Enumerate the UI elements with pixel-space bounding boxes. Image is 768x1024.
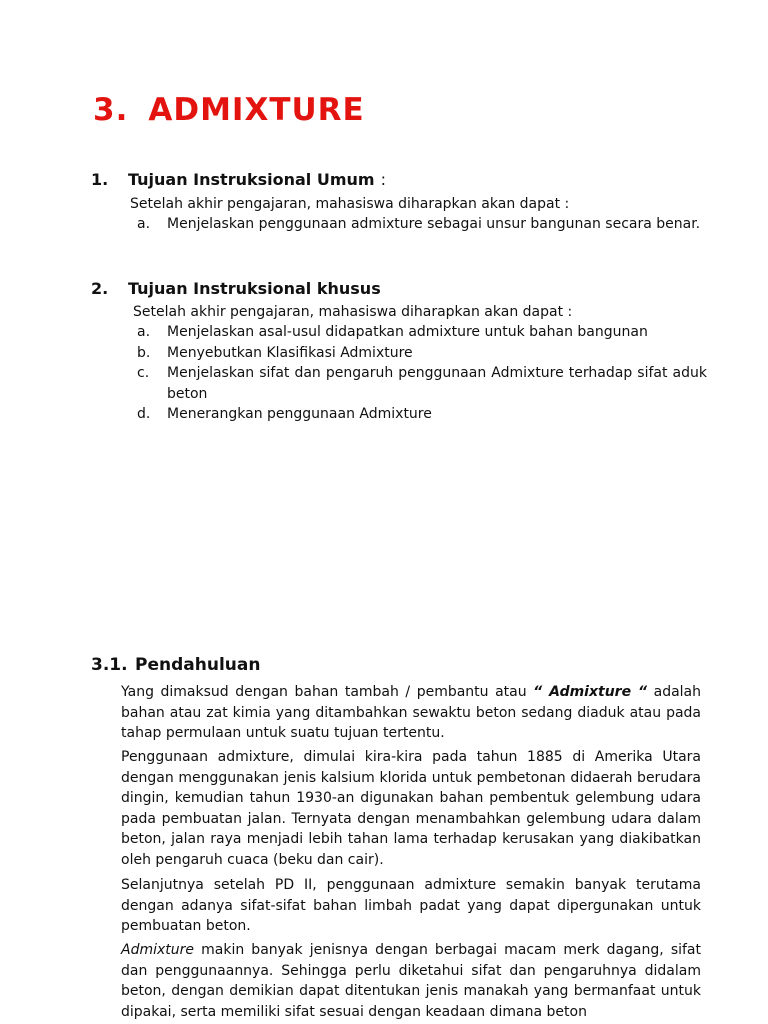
item-text: Menyebutkan Klasifikasi Admixture (167, 345, 413, 361)
chapter-number: 3. (93, 92, 129, 128)
item-marker: d. (137, 406, 151, 422)
item-marker: a. (137, 216, 151, 232)
item-text: Menerangkan penggunaan Admixture (167, 406, 432, 422)
paragraph-2: Penggunaan admixture, dimulai kira-kira pada tahun 1885 di Amerika Utara dengan menggunakan jenis kalsium klorida untuk pembetonan didaerah berudara dingin, kemudian tahun 1930-an digunakan bahan pembentuk gelembung udara pada pembuatan jalan. Ternyata dengan menambahkan gelembung udara dalam beton, jalan raya menjadi lebih tahan lama terhadap kerusakan yang diakibatkan oleh pengaruh cuaca (beku dan cair). (121, 749, 701, 868)
item-text: Menjelaskan penggunaan admixture sebagai unsur bangunan secara benar. (167, 216, 701, 232)
chapter-title-text: ADMIXTURE (148, 92, 365, 128)
section-2-intro: Setelah akhir pengajaran, mahasiswa diharapkan akan dapat : (133, 304, 573, 320)
section-1-intro: Setelah akhir pengajaran, mahasiswa diharapkan akan dapat : (130, 196, 570, 212)
paragraph-4-rest: makin banyak jenisnya dengan berbagai macam merk dagang, sifat dan penggunaannya. Sehingga perlu diketahui sifat dan pengaruhnya didalam beton, dengan demikian dapat ditentukan jenis manakah yang bermanfaat untuk dipakai, serta memiliki sifat sesuai dengan keadaan dimana beton (121, 942, 701, 1020)
section-2-item-d (137, 404, 707, 425)
section-2-title: Tujuan Instruksional khusus (128, 279, 381, 298)
paragraph-4 (121, 940, 701, 1022)
section-2-number: 2. (91, 279, 109, 298)
admixture-term-italic: Admixture (121, 942, 195, 958)
item-marker: a. (137, 324, 151, 340)
section-3-1-number: 3.1. (91, 655, 128, 675)
paragraph-1-start: Yang dimaksud dengan bahan tambah / pembantu atau (121, 684, 534, 700)
section-1-heading (91, 170, 386, 189)
section-2-item-c (137, 363, 707, 404)
item-marker: c. (137, 365, 150, 381)
section-1-number: 1. (91, 170, 109, 189)
item-text: Menjelaskan asal-usul didapatkan admixture untuk bahan bangunan (167, 324, 648, 340)
section-2-heading (91, 279, 381, 298)
section-2-item-a (137, 322, 707, 343)
item-text: Menjelaskan sifat dan pengaruh penggunaan Admixture terhadap sifat aduk beton (167, 365, 707, 402)
paragraph-3: Selanjutnya setelah PD II, penggunaan admixture semakin banyak terutama dengan adanya sifat-sifat bahan limbah padat yang dapat dipergunakan untuk pembuatan beton. (121, 877, 701, 935)
section-1-title: Tujuan Instruksional Umum (128, 170, 375, 189)
paragraph-1 (121, 682, 701, 744)
section-3-1-title: Pendahuluan (135, 655, 261, 675)
paragraph-1-rest: adalah bahan atau zat kimia yang ditambahkan sewaktu beton sedang diaduk atau pada tahap permulaan untuk suatu tujuan tertentu. (121, 684, 702, 742)
section-1-item-a (137, 214, 707, 235)
chapter-title (93, 92, 365, 128)
item-marker: b. (137, 345, 151, 361)
section-1-colon: : (380, 170, 386, 189)
section-2-item-b (137, 343, 707, 364)
admixture-term: “ Admixture “ (533, 684, 648, 700)
section-3-1-heading (91, 655, 260, 675)
